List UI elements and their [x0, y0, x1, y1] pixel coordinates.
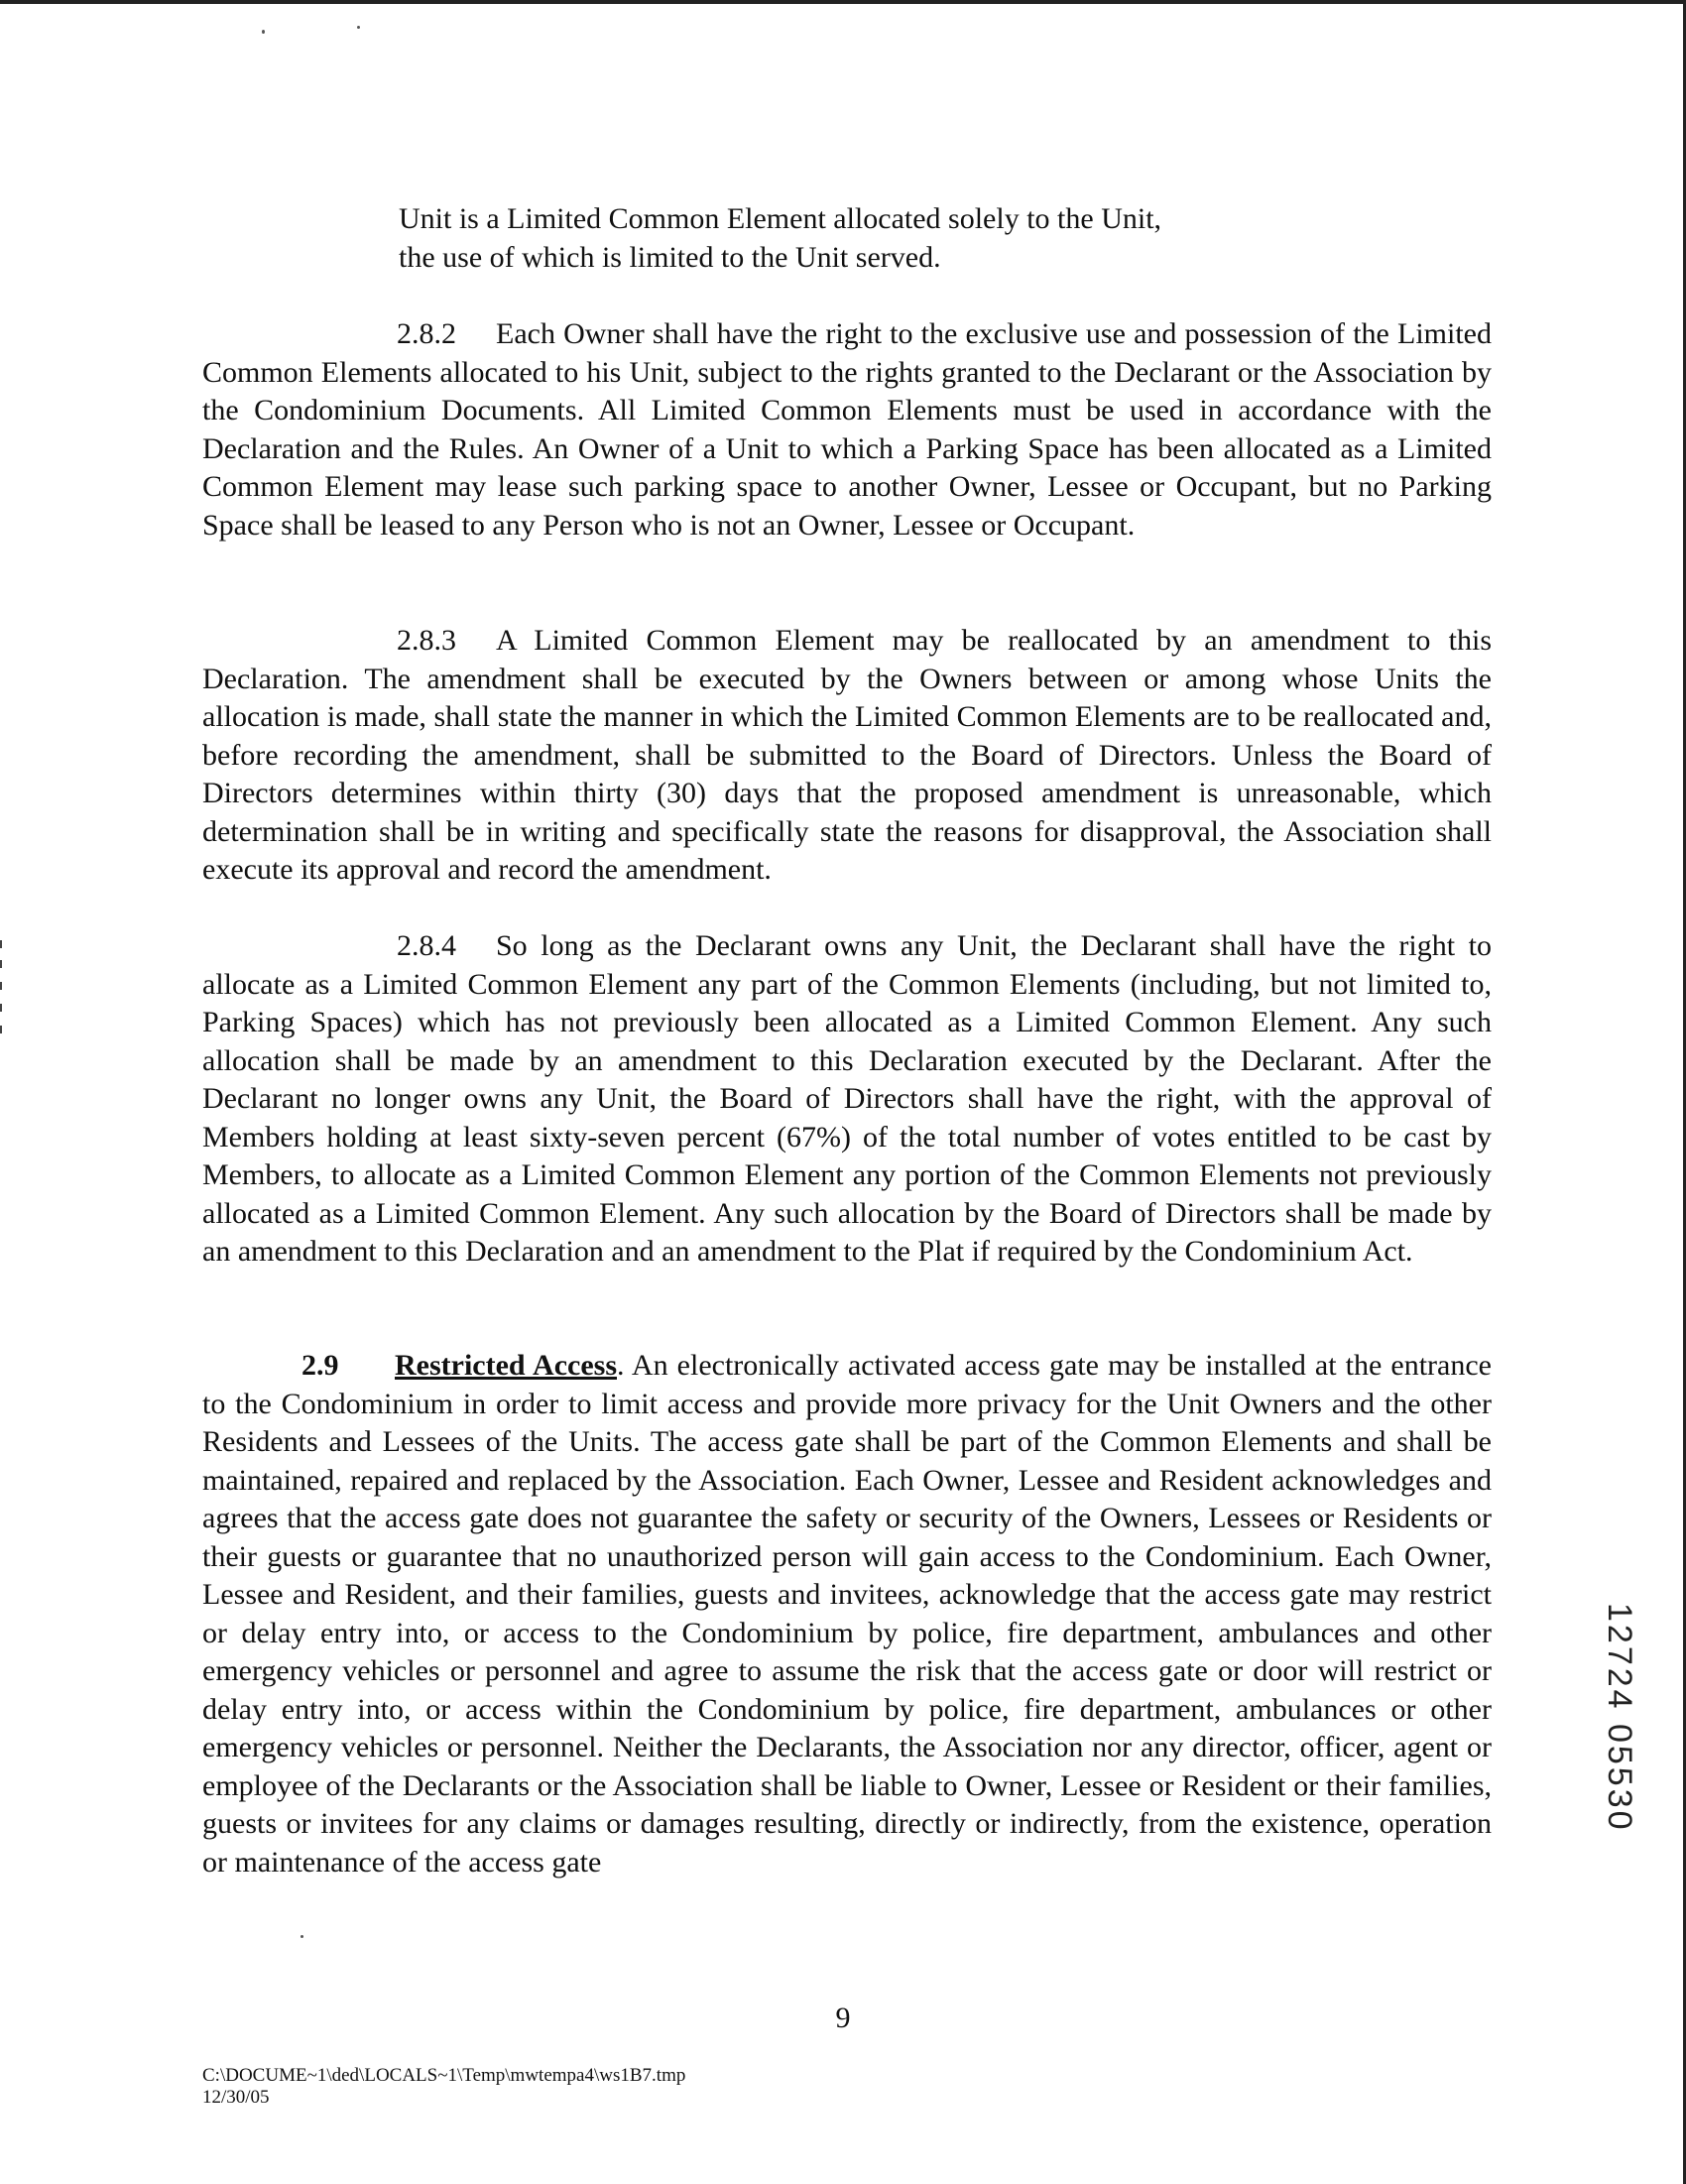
section-title: Restricted Access — [395, 1349, 617, 1382]
scan-top-edge — [0, 0, 1686, 4]
continuation-line-2: the use of which is limited to the Unit served. — [399, 240, 941, 274]
paragraph-2-8-4 — [202, 927, 1492, 1272]
scan-speck — [262, 30, 265, 34]
recording-stamp — [1599, 1603, 1642, 1920]
scan-speck — [301, 1935, 303, 1938]
footer-date: 12/30/05 — [202, 2087, 270, 2108]
paragraph-text: A Limited Common Element may be reallocated by an amendment to this Declaration. The amendment shall be executed by the Owners between or among whose Units the allocation is made, shall state the manner in which the Limited Common Elements are to be reallocated and, before recording the amendment, shall be submitted to the Board of Directors. Unless the Board of Directors determines within thirty (30) days that the proposed amendment is unreasonable, which determination shall be in writing and specifically state the reasons for disapproval, the Association shall execute its approval and record the amendment. — [202, 624, 1492, 886]
section-2-9-restricted-access — [202, 1347, 1492, 1881]
scan-margin-mark — [0, 960, 2, 968]
scan-margin-mark — [0, 1026, 2, 1033]
document-footer — [202, 2065, 685, 2109]
scan-margin-mark — [0, 1004, 2, 1012]
paragraph-number: 2.8.4 — [397, 929, 456, 962]
section-text: . An electronically activated access gate may be installed at the entrance to the Condominium in order to limit access and provide more privacy for the Unit Owners and the other Residents and Lessees of the Units. The access gate shall be part of the Common Elements and shall be maintained, repaired and replaced by the Association. Each Owner, Lessee and Resident acknowledges and agrees that the access gate does not guarantee the safety or security of the Owners, Lessees or Residents or their guests or guarantee that no unauthorized person will gain access to the Condominium. Each Owner, Lessee and Resident, and their families, guests and invitees, acknowledge that the access gate may restrict or delay entry into, or access to the Condominium by police, fire department, ambulances and other emergency vehicles or personnel and agree to assume the risk that the access gate or door will restrict or delay entry into, or access within the Condominium by police, fire department, ambulances or other emergency vehicles or personnel. Neither the Declarants, the Association nor any director, officer, agent or employee of the Declarants or the Association shall be liable to Owner, Lessee or Resident or their families, guests or invitees for any claims or damages resulting, directly or indirectly, from the existence, operation or maintenance of the access gate — [202, 1349, 1492, 1879]
paragraph-2-8-2 — [202, 315, 1492, 545]
footer-file-path: C:\DOCUME~1\ded\LOCALS~1\Temp\mwtempa4\ws1B7.tmp — [202, 2065, 686, 2086]
paragraph-text: Each Owner shall have the right to the exclusive use and possession of the Limited Common Elements allocated to his Unit, subject to the rights granted to the Declarant or the Association by the Condominium Documents. All Limited Common Elements must be used in accordance with the Declaration and the Rules. An Owner of a Unit to which a Parking Space has been allocated as a Limited Common Element may lease such parking space to another Owner, Lessee or Occupant, but no Parking Space shall be leased to any Person who is not an Owner, Lessee or Occupant. — [202, 317, 1492, 542]
page-number: 9 — [835, 2002, 851, 2034]
scan-speck — [357, 26, 360, 29]
scan-margin-mark — [0, 940, 2, 948]
paragraph-number: 2.8.2 — [397, 317, 456, 350]
section-number: 2.9 — [301, 1349, 339, 1382]
scan-margin-mark — [0, 982, 2, 990]
paragraph-text: So long as the Declarant owns any Unit, the Declarant shall have the right to allocate as a Limited Common Element any part of the Common Elements (including, but not limited to, Parking Spaces) which has not previously been allocated as a Limited Common Element. Any such allocation shall be made by an amendment to this Declaration executed by the Declarant. After the Declarant no longer owns any Unit, the Board of Directors shall have the right, with the approval of Members holding at least sixty-seven percent (67%) of the total number of votes entitled to be cast by Members, to allocate as a Limited Common Element any portion of the Common Elements not previously allocated as a Limited Common Element. Any such allocation by the Board of Directors shall be made by an amendment to this Declaration and an amendment to the Plat if required by the Condominium Act. — [202, 929, 1492, 1268]
continuation-text — [399, 200, 1331, 277]
paragraph-number: 2.8.3 — [397, 624, 456, 657]
recording-stamp-number: 12724 05530 — [1601, 1603, 1638, 1833]
continuation-line-1: Unit is a Limited Common Element allocated solely to the Unit, — [399, 202, 1162, 235]
paragraph-2-8-3 — [202, 622, 1492, 890]
